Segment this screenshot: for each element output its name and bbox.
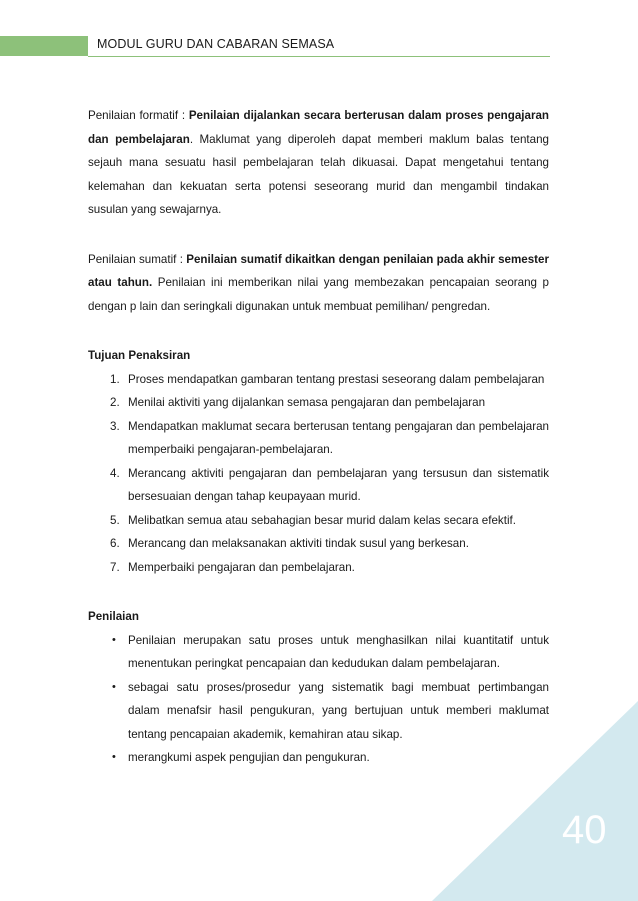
page-number: 40 xyxy=(562,808,607,852)
paragraph-formatif xyxy=(88,104,549,222)
list-item-text: Menilai aktiviti yang dijalankan semasa pengajaran dan pembelajaran xyxy=(128,396,486,409)
tujuan-list xyxy=(88,368,549,580)
list-item xyxy=(88,532,549,556)
list-item-text: Mendapatkan maklumat secara berterusan tentang pengajaran dan pembelajaran memperbaiki pengajaran-pembelajaran. xyxy=(128,419,549,456)
list-item-number: 4. xyxy=(110,466,120,480)
section-title-tujuan: Tujuan Penaksiran xyxy=(88,349,191,362)
list-item-number: 5. xyxy=(110,513,120,527)
bullet-icon: • xyxy=(112,680,116,693)
header-accent-bar xyxy=(0,36,88,56)
list-item-text: sebagai satu proses/prosedur yang sistematik bagi membuat pertimbangan dalam menafsir hasil pengukuran, yang bertujuan untuk memberi maklumat tentang pencapaian akademik, kemahiran atau sikap. xyxy=(128,680,549,741)
list-item xyxy=(88,415,549,462)
formatif-rest: . Maklumat yang diperoleh dapat memberi maklum balas tentang sejauh mana sesuatu hasil pembelajaran telah dikuasai. Dapat mengetahui tentang kelemahan dan kekuatan serta potensi seseorang murid dan mengambil tindakan susulan yang sewajarnya. xyxy=(88,132,549,216)
list-item xyxy=(88,676,549,747)
sumatif-rest: Penilaian ini memberikan nilai yang membezakan pencapaian seorang p dengan p lain dan seringkali digunakan untuk membuat pemilihan/ pengredan. xyxy=(88,276,549,313)
list-item-text: Memperbaiki pengajaran dan pembelajaran. xyxy=(128,560,355,574)
list-item-text: Penilaian merupakan satu proses untuk menghasilkan nilai kuantitatif untuk menentukan peringkat pencapaian dan kedudukan dalam pembelajaran. xyxy=(128,633,549,670)
formatif-bold: Penilaian dijalankan secara berterusan dalam proses pengajaran dan pembelajaran xyxy=(88,109,549,146)
section-title-penilaian: Penilaian xyxy=(88,610,139,623)
sumatif-lead: Penilaian sumatif : xyxy=(88,252,187,266)
list-item-number: 3. xyxy=(110,419,120,433)
list-item xyxy=(88,368,549,392)
paragraph-sumatif xyxy=(88,248,549,319)
list-item-text: Merancang aktiviti pengajaran dan pembelajaran yang tersusun dan sistematik bersesuaian dengan tahap keupayaan murid. xyxy=(128,466,549,503)
penilaian-list xyxy=(88,629,549,770)
page-content xyxy=(88,104,549,770)
bullet-icon: • xyxy=(112,751,116,763)
list-item xyxy=(88,509,549,533)
list-item xyxy=(88,391,549,415)
list-item-number: 2. xyxy=(110,396,120,409)
list-item xyxy=(88,746,549,770)
list-item-text: Proses mendapatkan gambaran tentang prestasi seseorang dalam pembelajaran xyxy=(128,372,545,386)
list-item-text: Merancang dan melaksanakan aktiviti tindak susul yang berkesan. xyxy=(128,537,469,550)
formatif-lead: Penilaian formatif : xyxy=(88,109,189,122)
list-item-number: 1. xyxy=(110,372,120,386)
list-item xyxy=(88,629,549,676)
sumatif-bold: Penilaian sumatif dikaitkan dengan penilaian pada akhir semester atau tahun. xyxy=(88,252,549,289)
bullet-icon: • xyxy=(112,633,116,646)
list-item-number: 7. xyxy=(110,560,120,574)
header-title: MODUL GURU DAN CABARAN SEMASA xyxy=(97,37,335,51)
list-item-number: 6. xyxy=(110,537,120,550)
list-item-text: merangkumi aspek pengujian dan pengukuran. xyxy=(128,751,370,764)
list-item xyxy=(88,462,549,509)
list-item xyxy=(88,556,549,580)
list-item-text: Melibatkan semua atau sebahagian besar murid dalam kelas secara efektif. xyxy=(128,513,516,527)
header-divider xyxy=(88,56,550,57)
